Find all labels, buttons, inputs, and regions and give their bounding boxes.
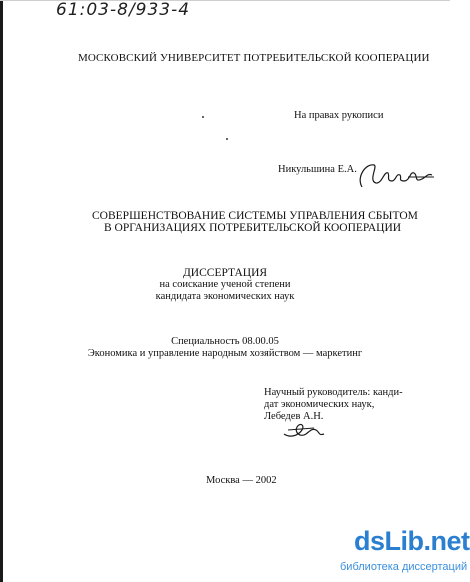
title-line-1: СОВЕРШЕНСТВОВАНИЕ СИСТЕМЫ УПРАВЛЕНИЯ СБЫТОМ <box>92 210 418 222</box>
scan-dot <box>226 138 228 140</box>
title-line-2: В ОРГАНИЗАЦИЯХ ПОТРЕБИТЕЛЬСКОЙ КООПЕРАЦИИ <box>104 222 402 234</box>
watermark-brand: dsLib.net <box>354 526 470 556</box>
supervisor-line-2: дат экономических наук, <box>264 399 375 410</box>
degree-line-1: на соискание ученой степени <box>159 279 291 290</box>
supervisor-line-1: Научный руководитель: канди- <box>264 387 403 398</box>
supervisor-signature <box>280 418 326 442</box>
city-year: Москва — 2002 <box>206 475 277 486</box>
rights-notice: На правах рукописи <box>294 110 384 121</box>
author-signature <box>352 157 436 191</box>
scan-dot <box>202 116 204 118</box>
specialty-name: Экономика и управление народным хозяйством — маркетинг <box>87 348 363 359</box>
author-name: Никульшина Е.А. <box>278 164 357 175</box>
supervisor-line-3: Лебедев А.Н. <box>264 411 324 422</box>
watermark-logo <box>338 526 470 580</box>
dissertation-label: ДИССЕРТАЦИЯ <box>182 267 268 279</box>
degree-line-2: кандидата экономических наук <box>155 291 295 302</box>
watermark-tagline: библиотека диссертаций <box>340 561 468 573</box>
university-name: МОСКОВСКИЙ УНИВЕРСИТЕТ ПОТРЕБИТЕЛЬСКОЙ КООПЕРАЦИИ <box>78 52 430 64</box>
library-stamp: 61:03-8/933-4 <box>56 0 191 20</box>
specialty-code: Специальность 08.00.05 <box>171 336 279 347</box>
